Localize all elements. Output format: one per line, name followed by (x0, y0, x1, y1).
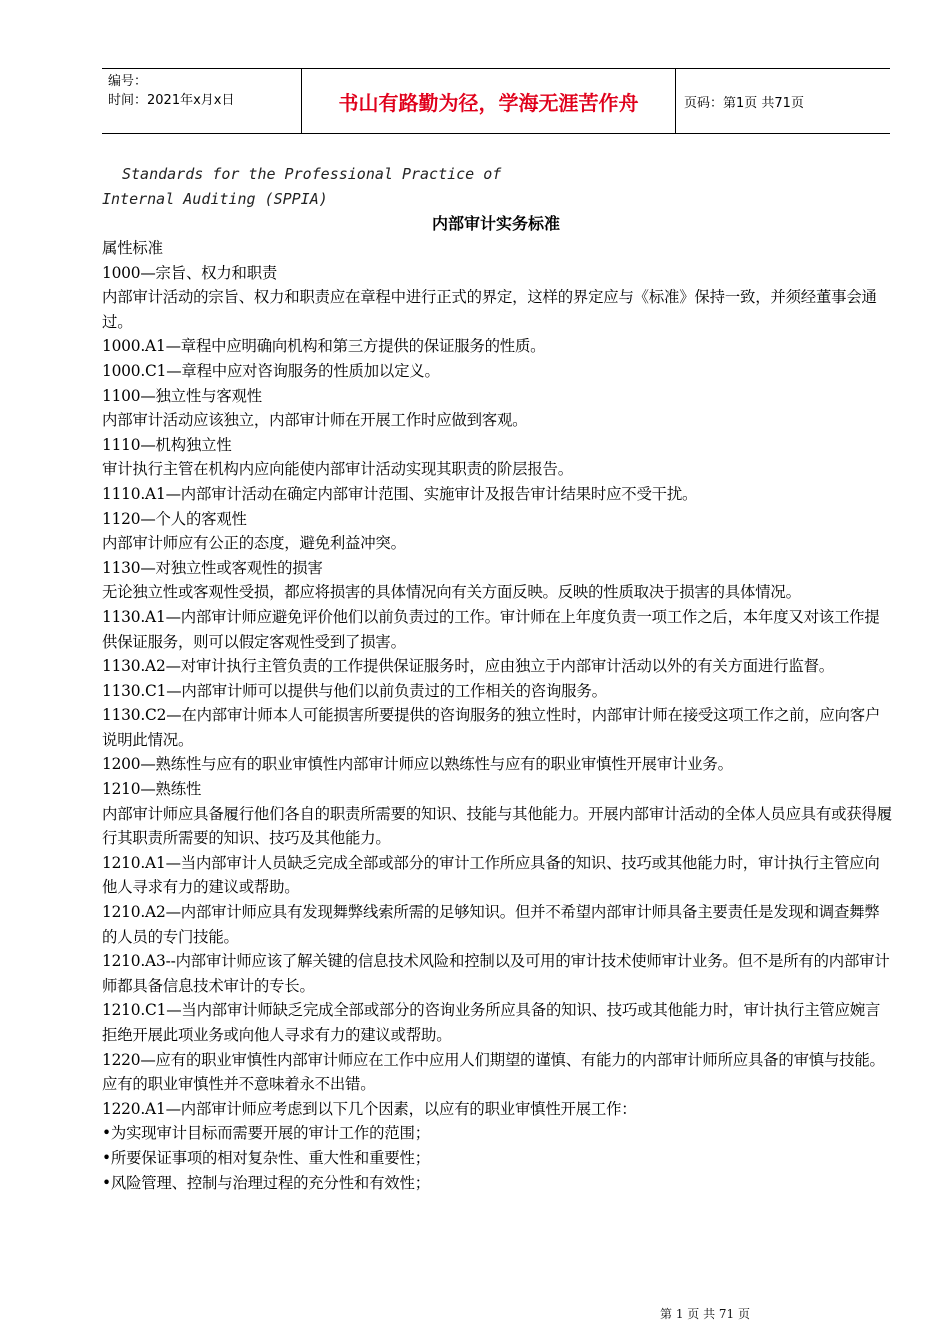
page-footer (0, 1305, 950, 1322)
header-meta (102, 69, 302, 133)
paragraph: 1000.A1—章程中应明确向机构和第三方提供的保证服务的性质。 (102, 337, 546, 356)
paragraph: 1120—个人的客观性 (102, 509, 247, 528)
paragraph: 内部审计师应具备履行他们各自的职责所需要的知识、技能与其他能力。开展内部审计活动的全体人员应具有或获得履行其职责所需要的知识、技巧及其他能力。 (102, 804, 892, 848)
paragraph: 1000—宗旨、权力和职责 (102, 263, 278, 282)
page-header (102, 68, 890, 134)
paragraph: •风险管理、控制与治理过程的充分性和有效性； (102, 1173, 430, 1192)
paragraph: 内部审计师应有公正的态度，避免利益冲突。 (102, 534, 406, 553)
paragraph: 1210.A2—内部审计师应具有发现舞弊线索所需的足够知识。但并不希望内部审计师具备主要责任是发现和调查舞弊的人员的专门技能。 (102, 903, 880, 946)
paragraph: 1110.A1—内部审计活动在确定内部审计范围、实施审计及报告审计结果时应不受干扰。 (102, 484, 698, 503)
paragraph: 1000.C1—章程中应对咨询服务的性质加以定义。 (102, 361, 440, 380)
paragraph: 1130.C2—在内部审计师本人可能损害所要提供的咨询服务的独立性时，内部审计师在接受这项工作之前，应向客户说明此情况。 (102, 706, 881, 749)
english-title-line-2: Internal Auditing (SPPIA) (102, 190, 328, 208)
paragraph: 1210.A3--内部审计师应该了解关键的信息技术风险和控制以及可用的审计技术使师审计业务。但不是所有的内部审计师都具备信息技术审计的专长。 (102, 952, 890, 995)
paragraph: 1200—熟练性与应有的职业审慎性内部审计师应以熟练性与应有的职业审慎性开展审计业务。 (102, 755, 733, 774)
paragraph: 1210.C1—当内部审计师缺乏完成全部或部分的咨询业务所应具备的知识、技巧或其他能力时，审计执行主管应婉言拒绝开展此项业务或向他人寻求有力的建议或帮助。 (102, 1001, 881, 1044)
time-label: 时间：2021年x月x日 (108, 93, 235, 108)
paragraph: 1220—应有的职业审慎性内部审计师应在工作中应用人们期望的谨慎、有能力的内部审计师所应具备的审慎与技能。应有的职业审慎性并不意味着永不出错。 (102, 1050, 885, 1094)
paragraph: 1130.A1—内部审计师应避免评价他们以前负责过的工作。审计师在上年度负责一项工作之后，本年度又对该工作提供保证服务，则可以假定客观性受到了损害。 (102, 607, 880, 651)
document-title: 内部审计实务标准 (431, 214, 560, 233)
header-motto: 书山有路勤为径，学海无涯苦作舟 (302, 69, 676, 133)
english-title-line-1: Standards for the Professional Practice of (122, 165, 502, 183)
paragraph: 1220.A1—内部审计师应考虑到以下几个因素，以应有的职业审慎性开展工作： (102, 1099, 637, 1118)
header-page-info: 页码：第1页 共71页 (684, 95, 804, 111)
paragraph: 1210.A1—当内部审计人员缺乏完成全部或部分的审计工作所应具备的知识、技巧或其他能力时，审计执行主管应向他人寻求有力的建议或帮助。 (102, 853, 880, 897)
paragraph: 1110—机构独立性 (102, 435, 232, 454)
document-body (102, 236, 892, 1195)
paragraph: •所要保证事项的相对复杂性、重大性和重要性； (102, 1148, 430, 1167)
paragraph: 无论独立性或客观性受损，都应将损害的具体情况向有关方面反映。反映的性质取决于损害的具体情况。 (102, 583, 801, 602)
paragraph: 审计执行主管在机构内应向能使内部审计活动实现其职责的阶层报告。 (102, 460, 573, 479)
paragraph: 1210—熟练性 (102, 780, 202, 799)
english-title (102, 162, 562, 212)
paragraph: 1130.A2—对审计执行主管负责的工作提供保证服务时，应由独立于内部审计活动以外的有关方面进行监督。 (102, 657, 834, 676)
paragraph: 内部审计活动的宗旨、权力和职责应在章程中进行正式的界定，这样的界定应与《标准》保持一致，并须经董事会通过。 (102, 288, 877, 331)
footer-page-number: 第 1 页 共 71 页 (660, 1307, 750, 1321)
paragraph: 内部审计活动应该独立，内部审计师在开展工作时应做到客观。 (102, 411, 528, 430)
paragraph: 1100—独立性与客观性 (102, 386, 262, 405)
paragraph: 1130.C1—内部审计师可以提供与他们以前负责过的工作相关的咨询服务。 (102, 681, 607, 700)
paragraph: 属性标准 (102, 239, 163, 257)
paragraph: 1130—对独立性或客观性的损害 (102, 558, 323, 577)
number-label: 编号： (108, 74, 148, 89)
paragraph: •为实现审计目标而需要开展的审计工作的范围； (102, 1124, 430, 1143)
